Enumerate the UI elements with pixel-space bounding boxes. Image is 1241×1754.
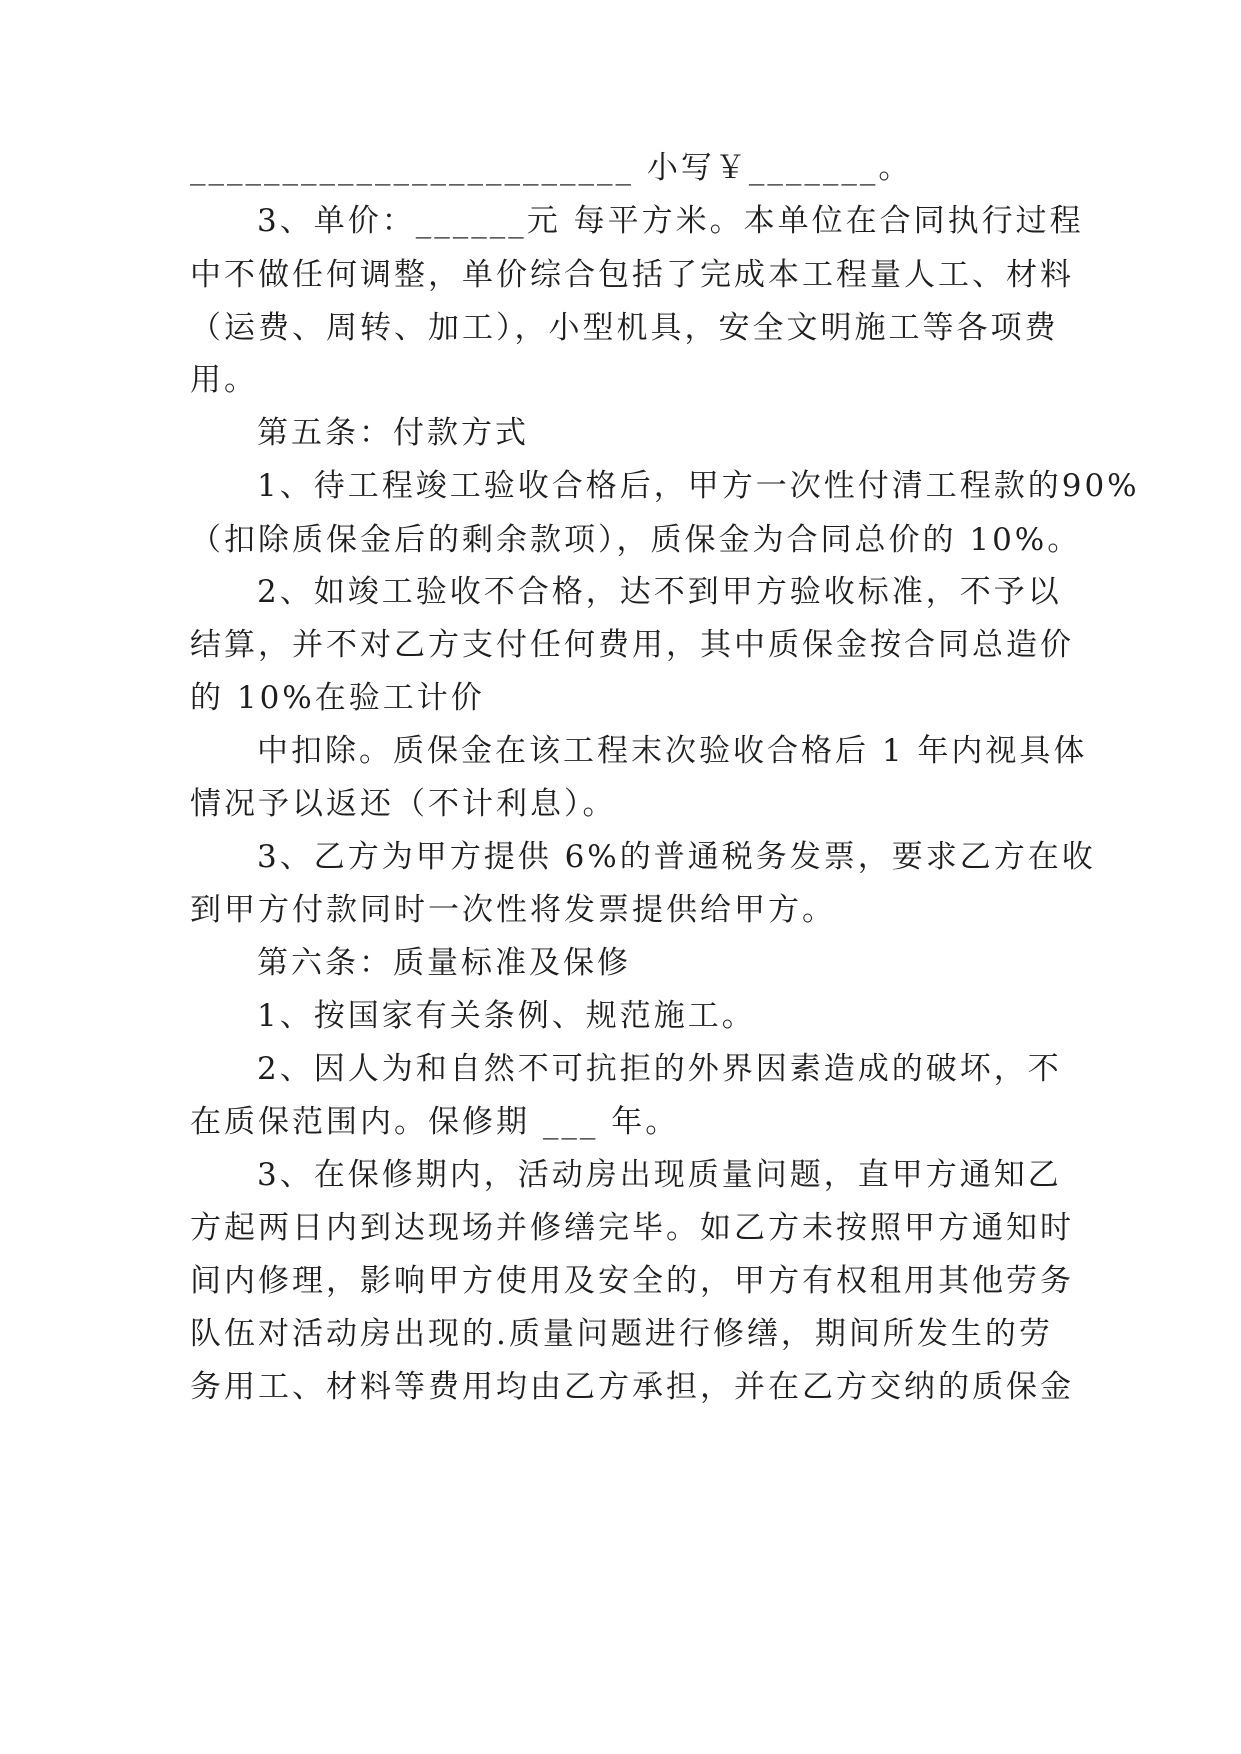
paragraph-line: （扣除质保金后的剩余款项），质保金为合同总价的 10%。 [190,522,1082,558]
article-heading-quality: 第六条：质量标准及保修 [257,945,631,981]
paragraph-line: 的 10%在验工计价 [190,680,485,716]
quality-clause-2: 2、因人为和自然不可抗拒的外界因素造成的破坏，不 [257,1051,1062,1087]
paragraph-line: 务用工、材料等费用均由乙方承担，并在乙方交纳的质保金 [190,1369,1074,1405]
quality-clause-1: 1、按国家有关条例、规范施工。 [257,998,756,1034]
paragraph-line: 间内修理，影响甲方使用及安全的，甲方有权租用其他劳务 [190,1263,1074,1299]
paragraph-line: 情况予以返还（不计利息）。 [190,786,617,822]
payment-clause-3: 3、乙方为甲方提供 6%的普通税务发票，要求乙方在收 [257,839,1096,875]
unit-price-clause: 3、单价：______元 每平方米。本单位在合同执行过程 [257,203,1084,239]
article-heading-payment: 第五条：付款方式 [257,415,529,451]
paragraph-line: 中扣除。质保金在该工程末次验收合格后 1 年内视具体 [257,733,1088,769]
paragraph-line: 结算，并不对乙方支付任何费用，其中质保金按合同总造价 [190,627,1074,663]
paragraph-line: 在质保范围内。保修期 ___ 年。 [190,1104,680,1140]
paragraph-line: 方起两日内到达现场并修缮完毕。如乙方未按照甲方通知时 [190,1210,1074,1246]
payment-clause-1: 1、待工程竣工验收合格后，甲方一次性付清工程款的90% [257,468,1140,504]
paragraph-line: 到甲方付款同时一次性将发票提供给甲方。 [190,892,836,928]
paragraph-line: 中不做任何调整，单价综合包括了完成本工程量人工、材料 [190,257,1074,293]
quality-clause-3: 3、在保修期内，活动房出现质量问题，直甲方通知乙 [257,1157,1062,1193]
amount-lowercase-line: ________________________ 小写￥_______。 [190,150,913,186]
paragraph-line: 用。 [190,362,258,398]
paragraph-line: 队伍对活动房出现的.质量问题进行修缮，期间所发生的劳 [190,1316,1053,1352]
paragraph-line: （运费、周转、加工），小型机具，安全文明施工等各项费 [190,310,1059,346]
payment-clause-2: 2、如竣工验收不合格，达不到甲方验收标准，不予以 [257,574,1062,610]
